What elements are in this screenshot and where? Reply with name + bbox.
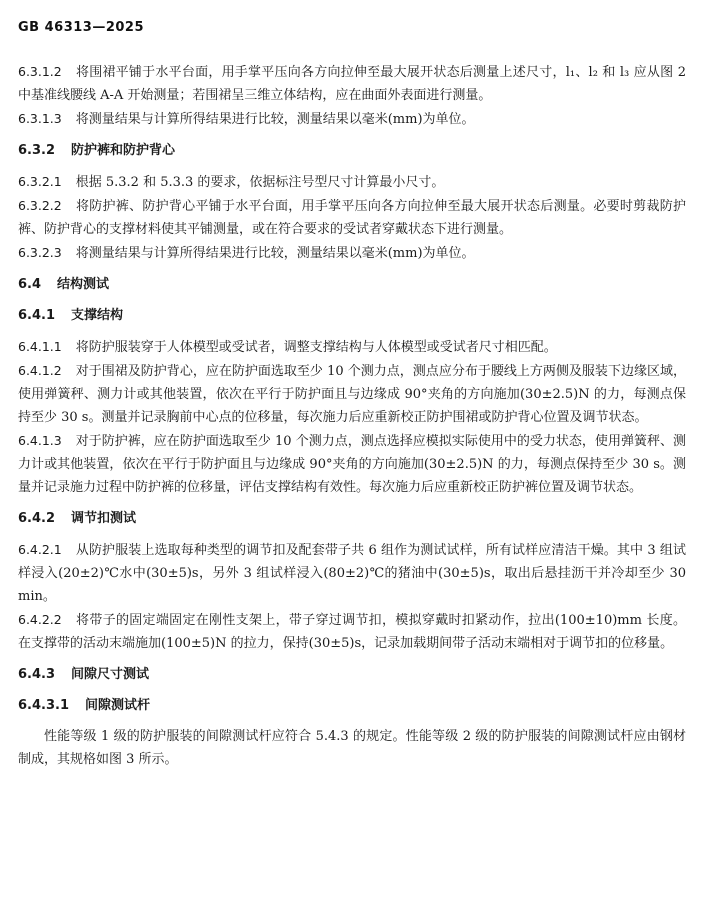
clause-text: 将带子的固定端固定在刚性支架上，带子穿过调节扣，模拟穿戴时扣紧动作，拉出(100±10)mm 长度。在支撑带的活动末端施加(100±5)N 的拉力，保持(30±5)s，记录加载期间带子活动末端相对于调节扣的位移量。 — [18, 613, 686, 651]
clause-text: 将测量结果与计算所得结果进行比较，测量结果以毫米(mm)为单位。 — [75, 246, 475, 261]
section-title: 调节扣测试 — [71, 511, 137, 526]
clause-text: 根据 5.3.2 和 5.3.3 的要求，依据标注号型尺寸计算最小尺寸。 — [75, 175, 445, 190]
clause-number: 6.3.2.2 — [18, 198, 62, 213]
section-number: 6.3.2 — [18, 143, 56, 158]
clause-number: 6.4.1.3 — [18, 433, 62, 448]
clause-text: 对于防护裤，应在防护面选取至少 10 个测力点，测点选择应模拟实际使用中的受力状态，使用弹簧秤、测力计或其他装置，依次在平行于防护面且与边缘成 90°夹角的方向施加(30±2.5)N 的力，每测点保持至少 30 s。测量并记录施力过程中防护裤的位移量，评估支撑结构有效性。每次施力后应重新校正防护裤位置及调节状态。 — [18, 434, 686, 495]
paragraph-text: 性能等级 1 级的防护服装的间隙测试杆应符合 5.4.3 的规定。性能等级 2 级的防护服装的间隙测试杆应由钢材制成，其规格如图 3 所示。 — [18, 729, 686, 767]
document-body — [18, 60, 686, 771]
clause-6-3-2-3 — [18, 241, 686, 265]
clause-6-4-1-3 — [18, 429, 686, 499]
clause-6-3-1-2 — [18, 60, 686, 107]
standard-number: GB 46313—2025 — [18, 20, 145, 35]
clause-text: 将围裙平铺于水平台面，用手掌平压向各方向拉伸至最大展开状态后测量上述尺寸，l₁、l₂ 和 l₃ 应从图 2 中基准线腰线 A-A 开始测量；若围裙呈三维立体结构，应在曲面外表面进行测量。 — [18, 65, 686, 103]
clause-6-3-2-1 — [18, 170, 686, 194]
clause-6-4-2-2 — [18, 608, 686, 655]
paragraph-gap-rod — [18, 725, 686, 771]
section-title: 结构测试 — [57, 277, 110, 292]
section-title: 支撑结构 — [71, 308, 124, 323]
clause-number: 6.4.1.2 — [18, 363, 62, 378]
clause-number: 6.4.2.2 — [18, 612, 62, 627]
clause-text: 从防护服装上选取每种类型的调节扣及配套带子共 6 组作为测试试样，所有试样应清洁干燥。其中 3 组试样浸入(20±2)℃水中(30±5)s，另外 3 组试样浸入(80±2)℃的猪油中(30±5)s，取出后悬挂沥干并冷却至少 30 min。 — [18, 543, 686, 604]
clause-number: 6.4.2.1 — [18, 542, 62, 557]
section-heading-6-4-2 — [18, 507, 686, 530]
clause-text: 将测量结果与计算所得结果进行比较，测量结果以毫米(mm)为单位。 — [75, 112, 475, 127]
section-number: 6.4.1 — [18, 308, 56, 323]
section-title: 间隙测试杆 — [85, 698, 151, 713]
section-number: 6.4.3 — [18, 667, 56, 682]
section-heading-6-4-1 — [18, 304, 686, 327]
clause-text: 将防护裤、防护背心平铺于水平台面，用手掌平压向各方向拉伸至最大展开状态后测量。必要时剪裁防护裤、防护背心的支撑材料使其平铺测量，或在符合要求的受试者穿戴状态下进行测量。 — [18, 199, 686, 237]
clause-6-4-1-2 — [18, 359, 686, 429]
clause-6-4-1-1 — [18, 335, 686, 359]
section-number: 6.4.2 — [18, 511, 56, 526]
clause-number: 6.3.2.3 — [18, 245, 62, 260]
clause-text: 将防护服装穿于人体模型或受试者，调整支撑结构与人体模型或受试者尺寸相匹配。 — [75, 340, 557, 355]
section-number: 6.4.3.1 — [18, 698, 69, 713]
clause-text: 对于围裙及防护背心，应在防护面选取至少 10 个测力点，测点应分布于腰线上方两侧及服装下边缘区域，使用弹簧秤、测力计或其他装置，依次在平行于防护面且与边缘成 90°夹角的方向施加(30±2.5)N 的力，每测点保持至少 30 s。测量并记录胸前中心点的位移量，每次施力后应重新校正防护围裙或防护背心位置及调节状态。 — [18, 364, 686, 425]
clause-number: 6.3.2.1 — [18, 174, 62, 189]
section-number: 6.4 — [18, 277, 42, 292]
clause-6-4-2-1 — [18, 538, 686, 608]
section-title: 防护裤和防护背心 — [71, 143, 176, 158]
clause-number: 6.3.1.3 — [18, 111, 62, 126]
clause-number: 6.3.1.2 — [18, 64, 62, 79]
clause-number: 6.4.1.1 — [18, 339, 62, 354]
section-heading-6-4 — [18, 273, 686, 296]
clause-6-3-1-3 — [18, 107, 686, 131]
section-heading-6-3-2 — [18, 139, 686, 162]
section-title: 间隙尺寸测试 — [71, 667, 150, 682]
section-heading-6-4-3-1 — [18, 694, 686, 717]
clause-6-3-2-2 — [18, 194, 686, 241]
section-heading-6-4-3 — [18, 663, 686, 686]
